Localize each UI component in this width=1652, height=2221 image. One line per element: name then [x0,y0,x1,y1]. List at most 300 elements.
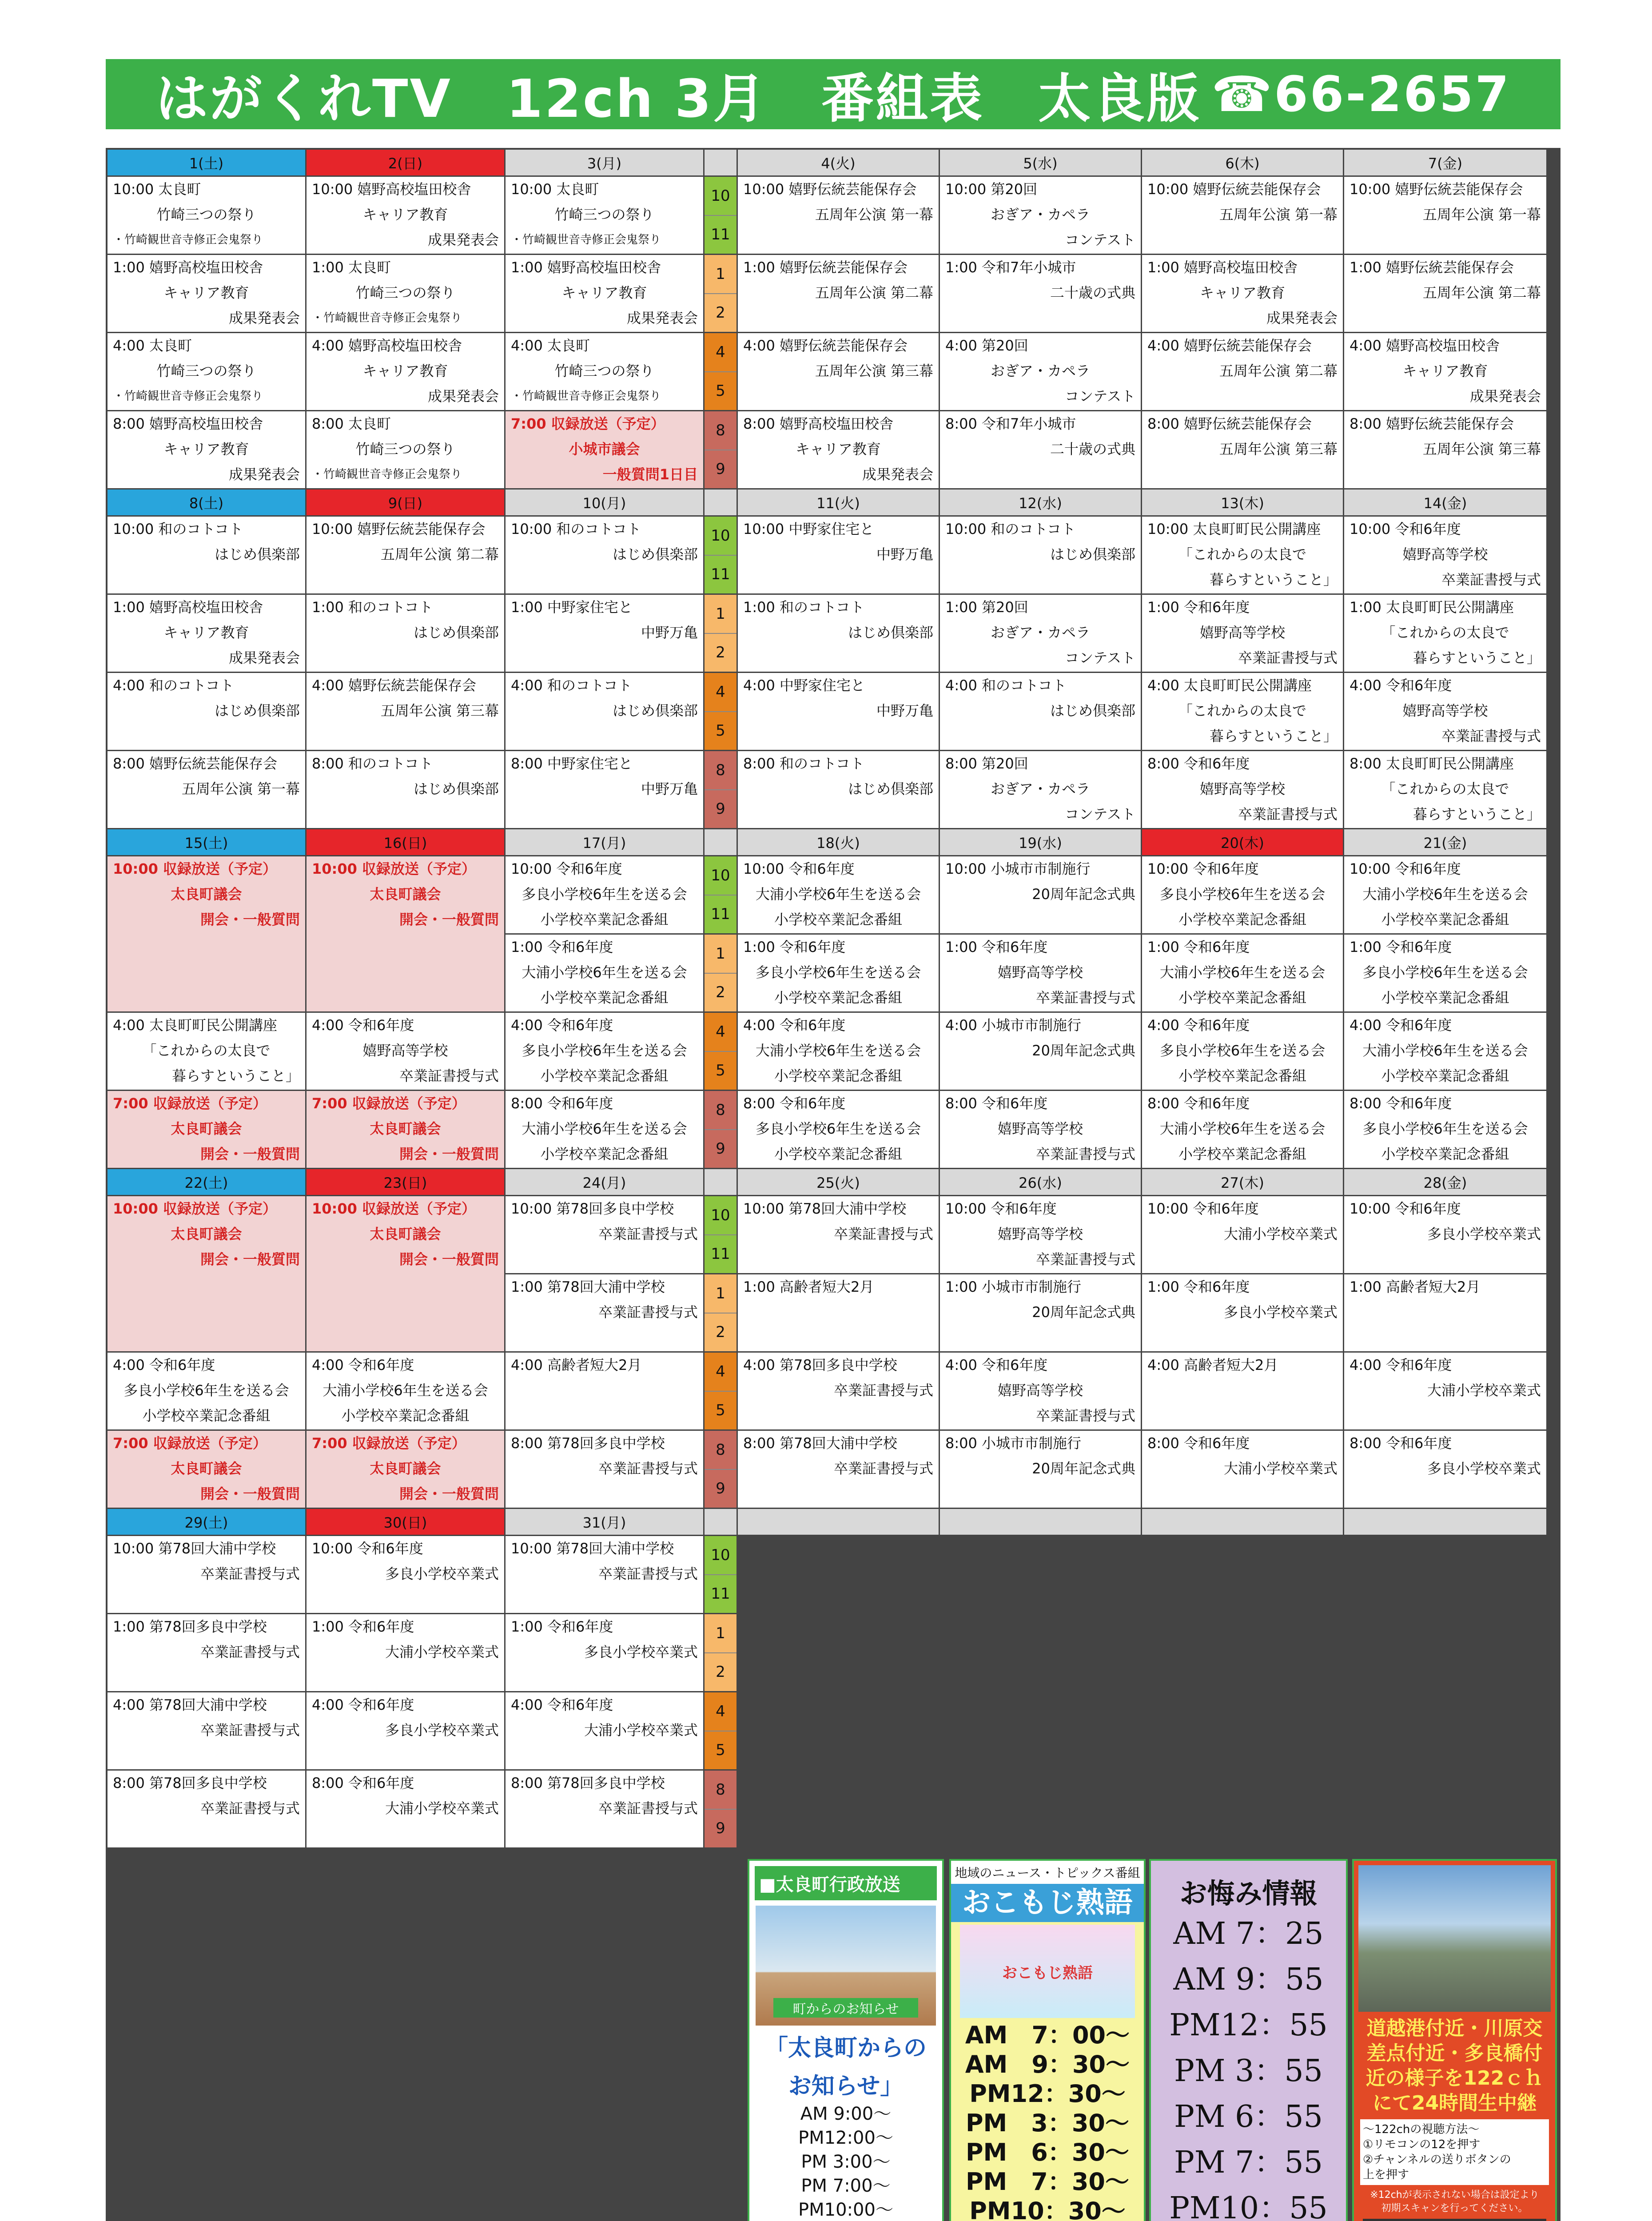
program-line: 10:00 太良町町民公開講座 [1147,521,1321,537]
town-hall-photo [756,1906,936,2026]
program-cell [107,673,305,750]
program-line: 8:00 第20回 [945,755,1028,772]
day-header: 2(日) [307,150,504,175]
program-cell [940,1091,1141,1168]
ad-okomoji-title: おこもじ熟語 [951,1884,1144,1922]
program-line: 多良小学校6年生を送る会 [755,1120,921,1137]
program-line [113,253,300,254]
hour-label: 1 [705,255,736,294]
program-line: はじめ倶楽部 [612,702,698,719]
program-line: 4:00 嬉野伝統芸能保存会 [743,337,908,354]
program-line [511,932,698,933]
program-line: 10:00 令和6年度 [1147,1200,1259,1217]
program-cell [307,1614,504,1691]
program-line: 小学校卒業記念番組 [1381,1067,1509,1084]
program-cell [307,1013,504,1090]
program-line: 4:00 太良町町民公開講座 [113,1017,278,1034]
program-cell [1344,595,1546,672]
program-line: 10:00 第78回大浦中学校 [113,1540,276,1557]
program-line: 五周年公演 第一幕 [1422,206,1541,223]
program-line: 10:00 令和6年度 [1349,521,1461,537]
ad-live [1352,1859,1557,2221]
program-line: 卒業証書授与式 [1035,989,1135,1006]
hour-label: 2 [705,294,736,332]
program-cell [940,595,1141,672]
program-line: 多良小学校6年生を送る会 [123,1382,289,1399]
ad-line: PM 6：55 [1174,2099,1323,2134]
program-line: 8:00 第78回多良中学校 [511,1775,665,1791]
program-line: はじめ倶楽部 [214,546,300,563]
program-line: 五周年公演 第三幕 [380,702,499,719]
ad-line: AM 9：30〜 [965,2050,1130,2078]
program-cell [1344,856,1546,933]
program-line: 暮らすということ」 [1209,728,1338,744]
program-line: 10:00 嬉野伝統芸能保存会 [743,181,917,198]
program-line: 小学校卒業記念番組 [341,1407,470,1424]
program-cell [1344,1431,1546,1508]
program-cell [506,1274,703,1351]
hour-label: 8 [705,1431,736,1470]
program-line: 開会・一般質問 [399,911,499,928]
program-line: 4:00 令和6年度 [312,1017,414,1034]
program-line: 成果発表会 [427,231,499,248]
ad-line: AM 7：25 [1173,1916,1324,1951]
day-header: 9(日) [307,490,504,515]
program-line: 小学校卒業記念番組 [774,1067,902,1084]
program-line: 4:00 令和6年度 [312,1696,414,1713]
day-header: 17(月) [506,829,703,855]
program-cell [107,1536,305,1613]
remote-icon [1363,2219,1546,2221]
program-line: 成果発表会 [626,310,698,326]
program-line: 卒業証書授与式 [833,1382,933,1399]
time-slot-label [705,1771,736,1847]
ad-gyousei-title1: 「太良町からの [764,2035,927,2062]
program-cell [738,1431,939,1508]
program-cell [107,856,305,1011]
hour-label: 2 [705,1653,736,1692]
program-line: 8:00 嬉野伝統芸能保存会 [113,755,278,772]
program-line: 1:00 高齢者短大2月 [743,1278,874,1295]
program-line: 五周年公演 第一幕 [181,780,300,797]
day-header: 27(木) [1142,1169,1343,1195]
program-line: 卒業証書授与式 [598,1565,698,1582]
program-line: 1:00 嬉野高校塩田校舎 [1147,259,1298,276]
program-line: 20周年記念式典 [1032,1304,1135,1321]
program-line: ・竹崎観世音寺修正会鬼祭り [113,390,263,403]
program-line: 4:00 嬉野伝統芸能保存会 [312,677,477,694]
program-line: 成果発表会 [228,466,300,483]
hour-label: 2 [705,1313,736,1352]
program-line: 4:00 中野家住宅と [743,677,865,694]
program-line: キャリア教育 [163,441,249,458]
program-cell [1142,333,1343,410]
program-cell [307,856,504,1011]
program-line: 二十歳の式典 [1050,441,1135,458]
program-line: はじめ倶楽部 [1050,702,1135,719]
program-line: 8:00 嬉野高校塩田校舎 [113,415,263,432]
program-cell [1142,1196,1343,1273]
program-line: 10:00 中野家住宅と [743,521,874,537]
day-header: 6(木) [1142,150,1343,175]
program-line: 小学校卒業記念番組 [1381,911,1509,928]
program-cell [940,751,1141,828]
program-cell [107,1431,305,1508]
program-line: 1:00 令和6年度 [1147,939,1250,955]
program-line: 8:00 小城市市制施行 [945,1435,1082,1452]
program-cell [738,1353,939,1429]
program-line: 卒業証書授与式 [1441,728,1541,744]
program-line: 太良町議会 [370,886,441,903]
empty-header [1344,1509,1546,1535]
hour-label: 11 [705,216,736,254]
program-line: ・竹崎観世音寺修正会鬼祭り [113,233,263,247]
program-cell [1142,751,1343,828]
program-line: 8:00 令和6年度 [1349,1095,1452,1112]
program-line: 4:00 第20回 [945,337,1028,354]
program-cell [738,177,939,254]
time-header-blank [705,1169,736,1195]
program-cell [506,1431,703,1508]
day-header: 21(金) [1344,829,1546,855]
program-line: 7:00 収録放送（予定） [113,1435,267,1452]
program-cell [107,1692,305,1769]
program-cell [506,517,703,593]
time-header-blank [705,829,736,855]
program-line: 10:00 嬉野伝統芸能保存会 [1349,181,1523,198]
program-line: 7:00 収録放送（予定） [312,1435,466,1452]
program-line: 1:00 嬉野高校塩田校舎 [113,259,263,276]
program-line: 開会・一般質問 [399,1146,499,1162]
ad-gyousei [748,1859,944,2221]
ad-gyousei-title2: お知らせ」 [788,2073,904,2100]
program-line: 卒業証書授与式 [833,1460,933,1477]
program-line: 「これからの太良で [1178,702,1306,719]
program-line: 中野万亀 [641,780,698,797]
program-line: 「これからの太良で [1178,546,1306,563]
program-cell [940,673,1141,750]
ad-line: PM 7：55 [1174,2145,1323,2180]
program-line: 8:00 太良町 [312,415,391,432]
hour-label: 10 [705,177,736,216]
program-line: 8:00 令和6年度 [1349,1435,1452,1452]
program-line: ・竹崎観世音寺修正会鬼祭り [511,233,661,247]
program-cell [107,333,305,410]
program-line: 太良町議会 [370,1460,441,1477]
hour-label: 8 [705,751,736,790]
program-line: 4:00 令和6年度 [511,1696,613,1713]
program-cell [506,1091,703,1168]
time-slot-label [705,1431,736,1508]
program-cell [1344,411,1546,488]
program-line: 嬉野高等学校 [997,1120,1083,1137]
program-line: はじめ倶楽部 [1050,546,1135,563]
day-header: 26(水) [940,1169,1141,1195]
program-line: 五周年公演 第二幕 [1219,362,1338,379]
program-line: 7:00 収録放送（予定） [312,1095,466,1112]
program-cell [1344,517,1546,593]
program-cell [307,673,504,750]
program-line: 卒業証書授与式 [598,1226,698,1242]
time-slot-label [705,411,736,488]
program-line: 小城市議会 [569,441,640,458]
program-line: コンテスト [1065,649,1135,666]
program-cell [738,595,939,672]
program-line [1349,1167,1541,1168]
ad-live-howto [1360,2119,1549,2185]
ad-line: PM 3：55 [1174,2054,1323,2089]
harbor-photo [1358,1865,1551,2012]
program-cell [307,1091,504,1168]
program-cell [107,177,305,254]
program-line: 小学校卒業記念番組 [774,911,902,928]
program-line: 4:00 太良町町民公開講座 [1147,677,1312,694]
program-line: 8:00 第78回大浦中学校 [743,1435,897,1452]
program-line [511,1167,698,1168]
ad-line: PM10：30〜 [969,2197,1126,2221]
program-line: 10:00 令和6年度 [1147,860,1259,877]
program-line: 太良町議会 [370,1226,441,1242]
program-line: 8:00 和のコトコト [743,755,864,772]
program-cell [940,1431,1141,1508]
hour-label: 10 [705,517,736,556]
program-line: 卒業証書授与式 [833,1226,933,1242]
time-header-blank [705,490,736,515]
program-cell [307,333,504,410]
ad-line: 近の様子を122ｃｈ [1365,2067,1544,2090]
program-line: 中野万亀 [876,702,933,719]
program-line [1147,1089,1338,1090]
program-line: 卒業証書授与式 [399,1067,499,1084]
program-line: ・竹崎観世音寺修正会鬼祭り [511,390,661,403]
program-line: ・竹崎観世音寺修正会鬼祭り [312,311,462,325]
header-title: はがくれTV 12ch 3月 番組表 太良版 [155,68,1201,129]
program-line: 大浦小学校6年生を送る会 [1159,964,1326,981]
program-line: 10:00 小城市市制施行 [945,860,1091,877]
program-line: 嬉野高等学校 [997,964,1083,981]
program-line: 卒業証書授与式 [1238,649,1338,666]
hour-label: 2 [705,974,736,1012]
program-cell [940,935,1141,1011]
program-line: 大浦小学校卒業式 [1427,1382,1541,1399]
program-cell [1344,1353,1546,1429]
program-line: 嬉野高等学校 [997,1226,1083,1242]
program-line: 10:00 令和6年度 [1349,1200,1461,1217]
program-line: 卒業証書授与式 [598,1304,698,1321]
program-line: 小学校卒業記念番組 [1381,1146,1509,1162]
program-line: 1:00 嬉野伝統芸能保存会 [1349,259,1514,276]
program-line: キャリア教育 [362,206,448,223]
program-line: 多良小学校卒業式 [1427,1460,1541,1477]
ad-gyousei-caption: ■太良町行政放送 [755,1866,937,1900]
hour-label: 4 [705,673,736,712]
day-header: 14(金) [1344,490,1546,515]
program-line: 大浦小学校卒業式 [1223,1226,1338,1242]
ad-line: AM 9:00〜 [800,2104,892,2124]
program-cell [506,333,703,410]
program-cell [1344,1196,1546,1273]
program-line: 7:00 収録放送（予定） [511,415,665,432]
program-cell [506,1013,703,1090]
program-line: 竹崎三つの祭り [355,284,455,301]
program-line: 10:00 第78回多良中学校 [511,1200,674,1217]
program-cell [307,1196,504,1351]
time-slot-label [705,177,736,254]
program-cell [307,1692,504,1769]
program-line: 成果発表会 [862,466,933,483]
program-line: 4:00 高齢者短大2月 [1147,1357,1278,1373]
program-line: はじめ倶楽部 [413,624,499,641]
day-header: 8(土) [107,490,305,515]
program-cell [940,255,1141,332]
program-cell [1344,751,1546,828]
program-line: 1:00 令和6年度 [743,939,846,955]
hour-label: 4 [705,1353,736,1392]
time-slot-label [705,673,736,750]
balloon-image: おこもじ熟語 [960,1925,1135,2018]
program-line: 10:00 太良町 [511,181,599,198]
program-line: 多良小学校6年生を送る会 [1362,1120,1528,1137]
hour-label: 5 [705,712,736,750]
program-line: 大浦小学校卒業式 [385,1644,499,1660]
program-line: コンテスト [1065,806,1135,823]
program-line: 10:00 嬉野伝統芸能保存会 [312,521,486,537]
program-line: 成果発表会 [427,388,499,405]
hour-label: 5 [705,1392,736,1430]
program-cell [506,856,703,933]
time-slot-label [705,595,736,672]
program-cell [307,1536,504,1613]
program-line: 小学校卒業記念番組 [1178,1067,1306,1084]
program-cell [1142,935,1343,1011]
program-cell [1344,1274,1546,1351]
day-header: 19(水) [940,829,1141,855]
program-line: 4:00 小城市市制施行 [945,1017,1082,1034]
ad-line: PM 3:00〜 [801,2152,891,2172]
program-line: 4:00 令和6年度 [1147,1017,1250,1034]
program-line: 10:00 第78回大浦中学校 [743,1200,907,1217]
hour-label: 4 [705,1692,736,1731]
hour-label: 4 [705,333,736,372]
ad-gyousei-times [749,2102,942,2221]
program-cell [738,1013,939,1090]
program-line: 竹崎三つの祭り [554,362,654,379]
program-cell [107,517,305,593]
program-line: 卒業証書授与式 [1035,1251,1135,1268]
program-line: おぎア・カペラ [990,624,1090,641]
program-line: 10:00 令和6年度 [511,860,622,877]
day-header: 10(月) [506,490,703,515]
hour-label: 9 [705,1470,736,1508]
ad-okuyami [1149,1859,1348,2221]
program-line: 4:00 第78回多良中学校 [743,1357,897,1373]
hour-label: 11 [705,896,736,934]
program-line [743,932,933,933]
program-line: 8:00 令和7年小城市 [945,415,1076,432]
program-cell [940,856,1141,933]
program-cell [1344,177,1546,254]
program-line: 大浦小学校6年生を送る会 [521,1120,687,1137]
ad-line: ①リモコンの12を押す [1363,2138,1481,2151]
program-line: 20周年記念式典 [1032,1460,1135,1477]
program-line: 10:00 収録放送（予定） [312,1200,476,1217]
time-slot-label [705,1692,736,1769]
program-line [113,409,300,410]
program-cell [1344,1091,1546,1168]
program-line: 大浦小学校6年生を送る会 [755,886,921,903]
program-line: 暮らすということ」 [171,1067,300,1084]
program-line: 小学校卒業記念番組 [1178,989,1306,1006]
program-line: 8:00 太良町町民公開講座 [1349,755,1514,772]
program-cell [307,411,504,488]
program-cell [1142,517,1343,593]
program-cell [738,935,939,1011]
program-line: 4:00 令和6年度 [1349,1017,1452,1034]
program-cell [738,411,939,488]
program-cell [940,411,1141,488]
time-slot-label [705,1353,736,1429]
program-line [511,253,698,254]
program-line [743,1089,933,1090]
program-line: 小学校卒業記念番組 [540,1067,669,1084]
program-line: 1:00 嬉野高校塩田校舎 [511,259,661,276]
program-line: 4:00 令和6年度 [1349,677,1452,694]
hour-label: 4 [705,1013,736,1052]
program-line: 4:00 令和6年度 [511,1017,613,1034]
program-line: 小学校卒業記念番組 [1381,989,1509,1006]
program-line: 多良小学校卒業式 [1427,1226,1541,1242]
program-cell [1344,1013,1546,1090]
program-line: 10:00 第20回 [945,181,1038,198]
program-cell [738,856,939,933]
hour-label: 11 [705,556,736,594]
program-line: 小学校卒業記念番組 [142,1407,271,1424]
program-line: 小学校卒業記念番組 [774,989,902,1006]
program-cell [1344,255,1546,332]
program-line: 10:00 第78回大浦中学校 [511,1540,674,1557]
program-line: 卒業証書授与式 [1238,806,1338,823]
program-cell [107,595,305,672]
hour-label: 1 [705,595,736,634]
program-line: 多良小学校6年生を送る会 [1159,886,1326,903]
program-line: 1:00 令和6年度 [1147,599,1250,616]
program-line: 成果発表会 [228,649,300,666]
program-line: 1:00 令和6年度 [511,939,613,955]
program-cell [1142,255,1343,332]
program-line: 暮らすということ」 [1413,649,1541,666]
program-line [1349,1089,1541,1090]
program-cell [506,935,703,1011]
program-line: 卒業証書授与式 [200,1800,300,1817]
program-cell [1344,673,1546,750]
day-header: 7(金) [1344,150,1546,175]
program-line: 10:00 令和6年度 [945,1200,1057,1217]
program-cell [107,1771,305,1847]
day-header: 18(火) [738,829,939,855]
phone-number: ☎66-2657 [1211,66,1511,123]
program-line: 大浦小学校卒業式 [385,1800,499,1817]
hour-label: 10 [705,1196,736,1235]
program-line: ・竹崎観世音寺修正会鬼祭り [312,468,462,481]
program-cell [506,255,703,332]
program-line: 多良小学校卒業式 [385,1722,499,1739]
program-line: 4:00 令和6年度 [945,1357,1048,1373]
program-line: 暮らすということ」 [1413,806,1541,823]
program-cell [940,1353,1141,1429]
time-slot-label [705,333,736,410]
day-header: 30(日) [307,1509,504,1535]
day-header: 11(火) [738,490,939,515]
